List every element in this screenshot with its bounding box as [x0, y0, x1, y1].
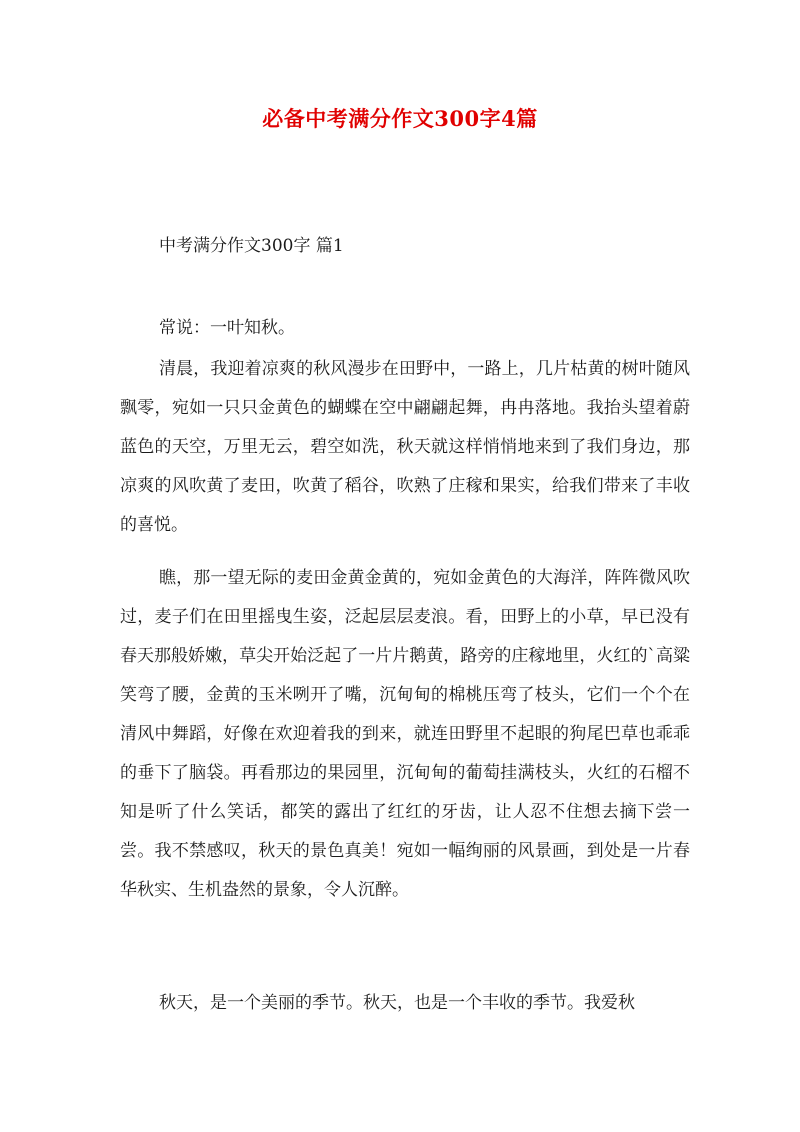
section-heading: 中考满分作文300字 篇1	[159, 236, 344, 256]
paragraph-intro: 常说：一叶知秋。	[159, 318, 295, 338]
paragraph-autumn: 秋天，是一个美丽的季节。秋天，也是一个丰收的季节。我爱秋	[159, 993, 635, 1013]
document-title: 必备中考满分作文300字4篇	[262, 106, 538, 131]
paragraph-morning: 清晨，我迎着凉爽的秋风漫步在田野中，一路上，几片枯黄的树叶随风飘零，宛如一只只金黄色的蝴蝶在空中翩翩起舞，冉冉落地。我抬头望着蔚蓝色的天空，万里无云，碧空如洗，秋天就这样悄悄地来到了我们身边，那凉爽的风吹黄了麦田，吹黄了稻谷，吹熟了庄稼和果实，给我们带来了丰收的喜悦。	[120, 359, 690, 535]
paragraph-fields: 瞧，那一望无际的麦田金黄金黄的，宛如金黄色的大海洋，阵阵微风吹过，麦子们在田里摇曳生姿，泛起层层麦浪。看，田野上的小草，早已没有春天那般娇嫩，草尖开始泛起了一片片鹅黄，路旁的庄稼地里，火红的`高粱笑弯了腰，金黄的玉米咧开了嘴，沉甸甸的棉桃压弯了枝头，它们一个个在清风中舞蹈，好像在欢迎着我的到来，就连田野里不起眼的狗尾巴草也乖乖的垂下了脑袋。再看那边的果园里，沉甸甸的葡萄挂满枝头，火红的石榴不知是听了什么笑话，都笑的露出了红红的牙齿，让人忍不住想去摘下尝一尝。我不禁感叹，秋天的景色真美！宛如一幅绚丽的风景画，到处是一片春华秋实、生机盎然的景象，令人沉醉。	[120, 568, 690, 900]
